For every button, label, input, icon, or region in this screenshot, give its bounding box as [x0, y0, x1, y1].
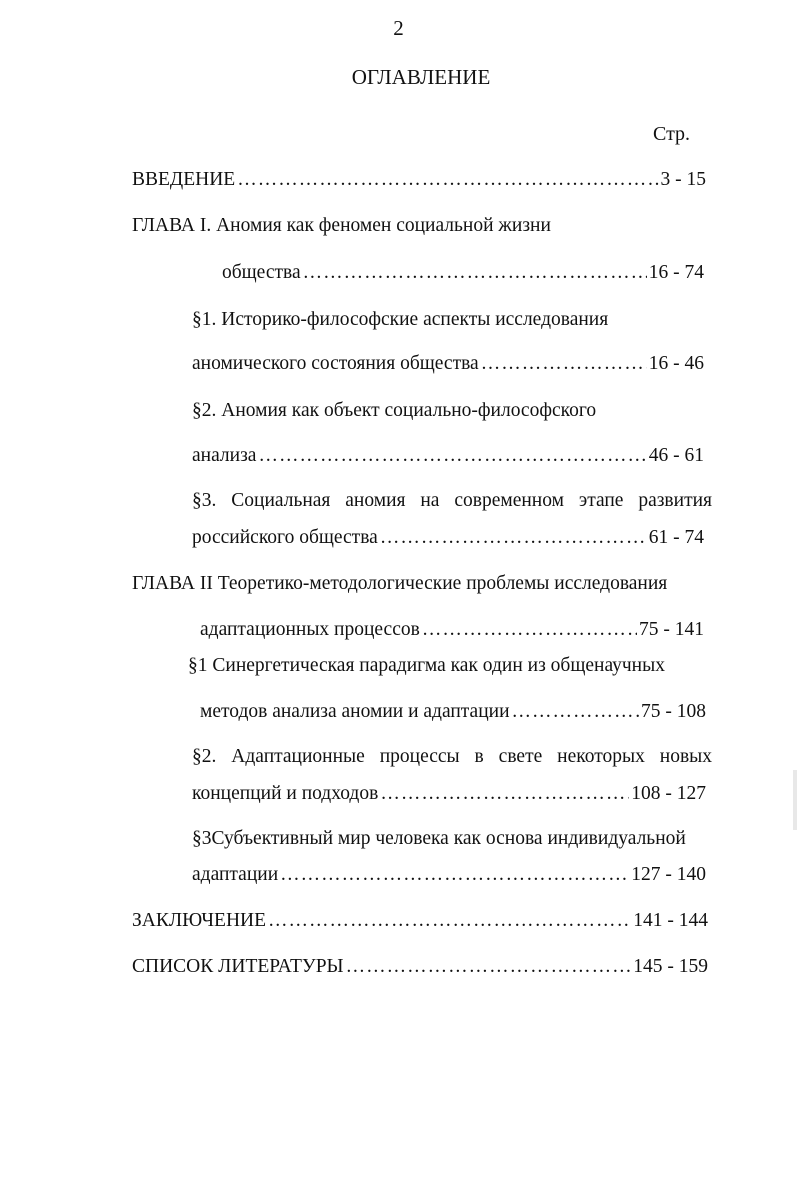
toc-entry-section-1-3: [192, 524, 704, 552]
toc-entry-pages: 75 - 108: [641, 701, 706, 722]
toc-entry-section-2-2: [192, 780, 706, 808]
toc-entry-section-2-2-title: §2. Адаптационные процессы в свете некоторых новых: [192, 746, 712, 767]
dot-leader: [303, 259, 647, 287]
toc-entry-pages: 75 - 141: [639, 619, 704, 640]
toc-entry-pages: 141 - 144: [633, 910, 708, 931]
toc-entry-pages: 61 - 74: [648, 527, 704, 548]
toc-entry-section-2-1-title: §1 Синергетическая парадигма как один из общенаучных: [188, 655, 665, 676]
toc-entry-title: методов анализа аномии и адаптации: [200, 701, 510, 722]
toc-entry-title: ВВЕДЕНИЕ: [132, 169, 236, 190]
dot-leader: [268, 907, 631, 935]
dot-leader: [422, 616, 637, 644]
toc-entry-pages: 108 - 127: [631, 783, 706, 804]
toc-entry-pages: 127 - 140: [631, 864, 706, 885]
dot-leader: [237, 166, 658, 194]
toc-entry-title: общества: [222, 262, 301, 283]
toc-entry-pages: 145 - 159: [633, 956, 708, 977]
toc-entry-title: анализа: [192, 445, 257, 466]
dot-leader: [380, 524, 647, 552]
dot-leader: [346, 953, 632, 981]
page-number: 2: [393, 16, 404, 40]
scan-edge-mark: [793, 770, 797, 830]
toc-entry-pages: 16 - 46: [648, 353, 704, 374]
dot-leader: [380, 780, 629, 808]
toc-entry-section-1-2-title: §2. Аномия как объект социально-философского: [192, 400, 597, 421]
toc-entry-section-1-2: [192, 442, 704, 470]
dot-leader: [512, 698, 639, 726]
page-column-header: Стр.: [653, 123, 691, 145]
toc-entry-title: российского общества: [192, 527, 378, 548]
toc-entry-section-2-3: [192, 861, 706, 889]
dot-leader: [258, 442, 646, 470]
toc-entry-title: ЗАКЛЮЧЕНИЕ: [132, 910, 267, 931]
dot-leader: [280, 861, 629, 889]
toc-entry-pages: 46 - 61: [648, 445, 704, 466]
toc-entry-intro: [132, 166, 706, 194]
toc-entry-chapter-2-title: ГЛАВА II Теоретико-методологические проблемы исследования: [132, 573, 668, 594]
toc-entry-section-2-3-title: §3Субъективный мир человека как основа индивидуальной: [192, 828, 686, 849]
toc-entry-section-1-1-title: §1. Историко-философские аспекты исследования: [192, 309, 609, 330]
toc-title: ОГЛАВЛЕНИЕ: [351, 65, 491, 89]
toc-entry-pages: 16 - 74: [648, 262, 704, 283]
toc-entry-chapter-1: [222, 259, 704, 287]
toc-entry-title: концепций и подходов: [192, 783, 379, 804]
toc-entry-conclusion: [132, 907, 708, 935]
toc-entry-title: адаптационных процессов: [200, 619, 420, 640]
toc-entry-section-2-1: [200, 698, 706, 726]
toc-entry-title: СПИСОК ЛИТЕРАТУРЫ: [132, 956, 344, 977]
toc-entry-chapter-1-title: ГЛАВА I. Аномия как феномен социальной жизни: [132, 215, 551, 236]
toc-entry-title: адаптации: [192, 864, 279, 885]
toc-entry-chapter-2: [200, 616, 704, 644]
toc-entry-pages: 3 - 15: [660, 169, 706, 190]
toc-entry-section-1-1: [192, 350, 704, 378]
toc-entry-bibliography: [132, 953, 708, 981]
dot-leader: [481, 350, 647, 378]
toc-entry-title: аномического состояния общества: [192, 353, 479, 374]
toc-entry-section-1-3-title: §3. Социальная аномия на современном этапе развития: [192, 490, 712, 511]
